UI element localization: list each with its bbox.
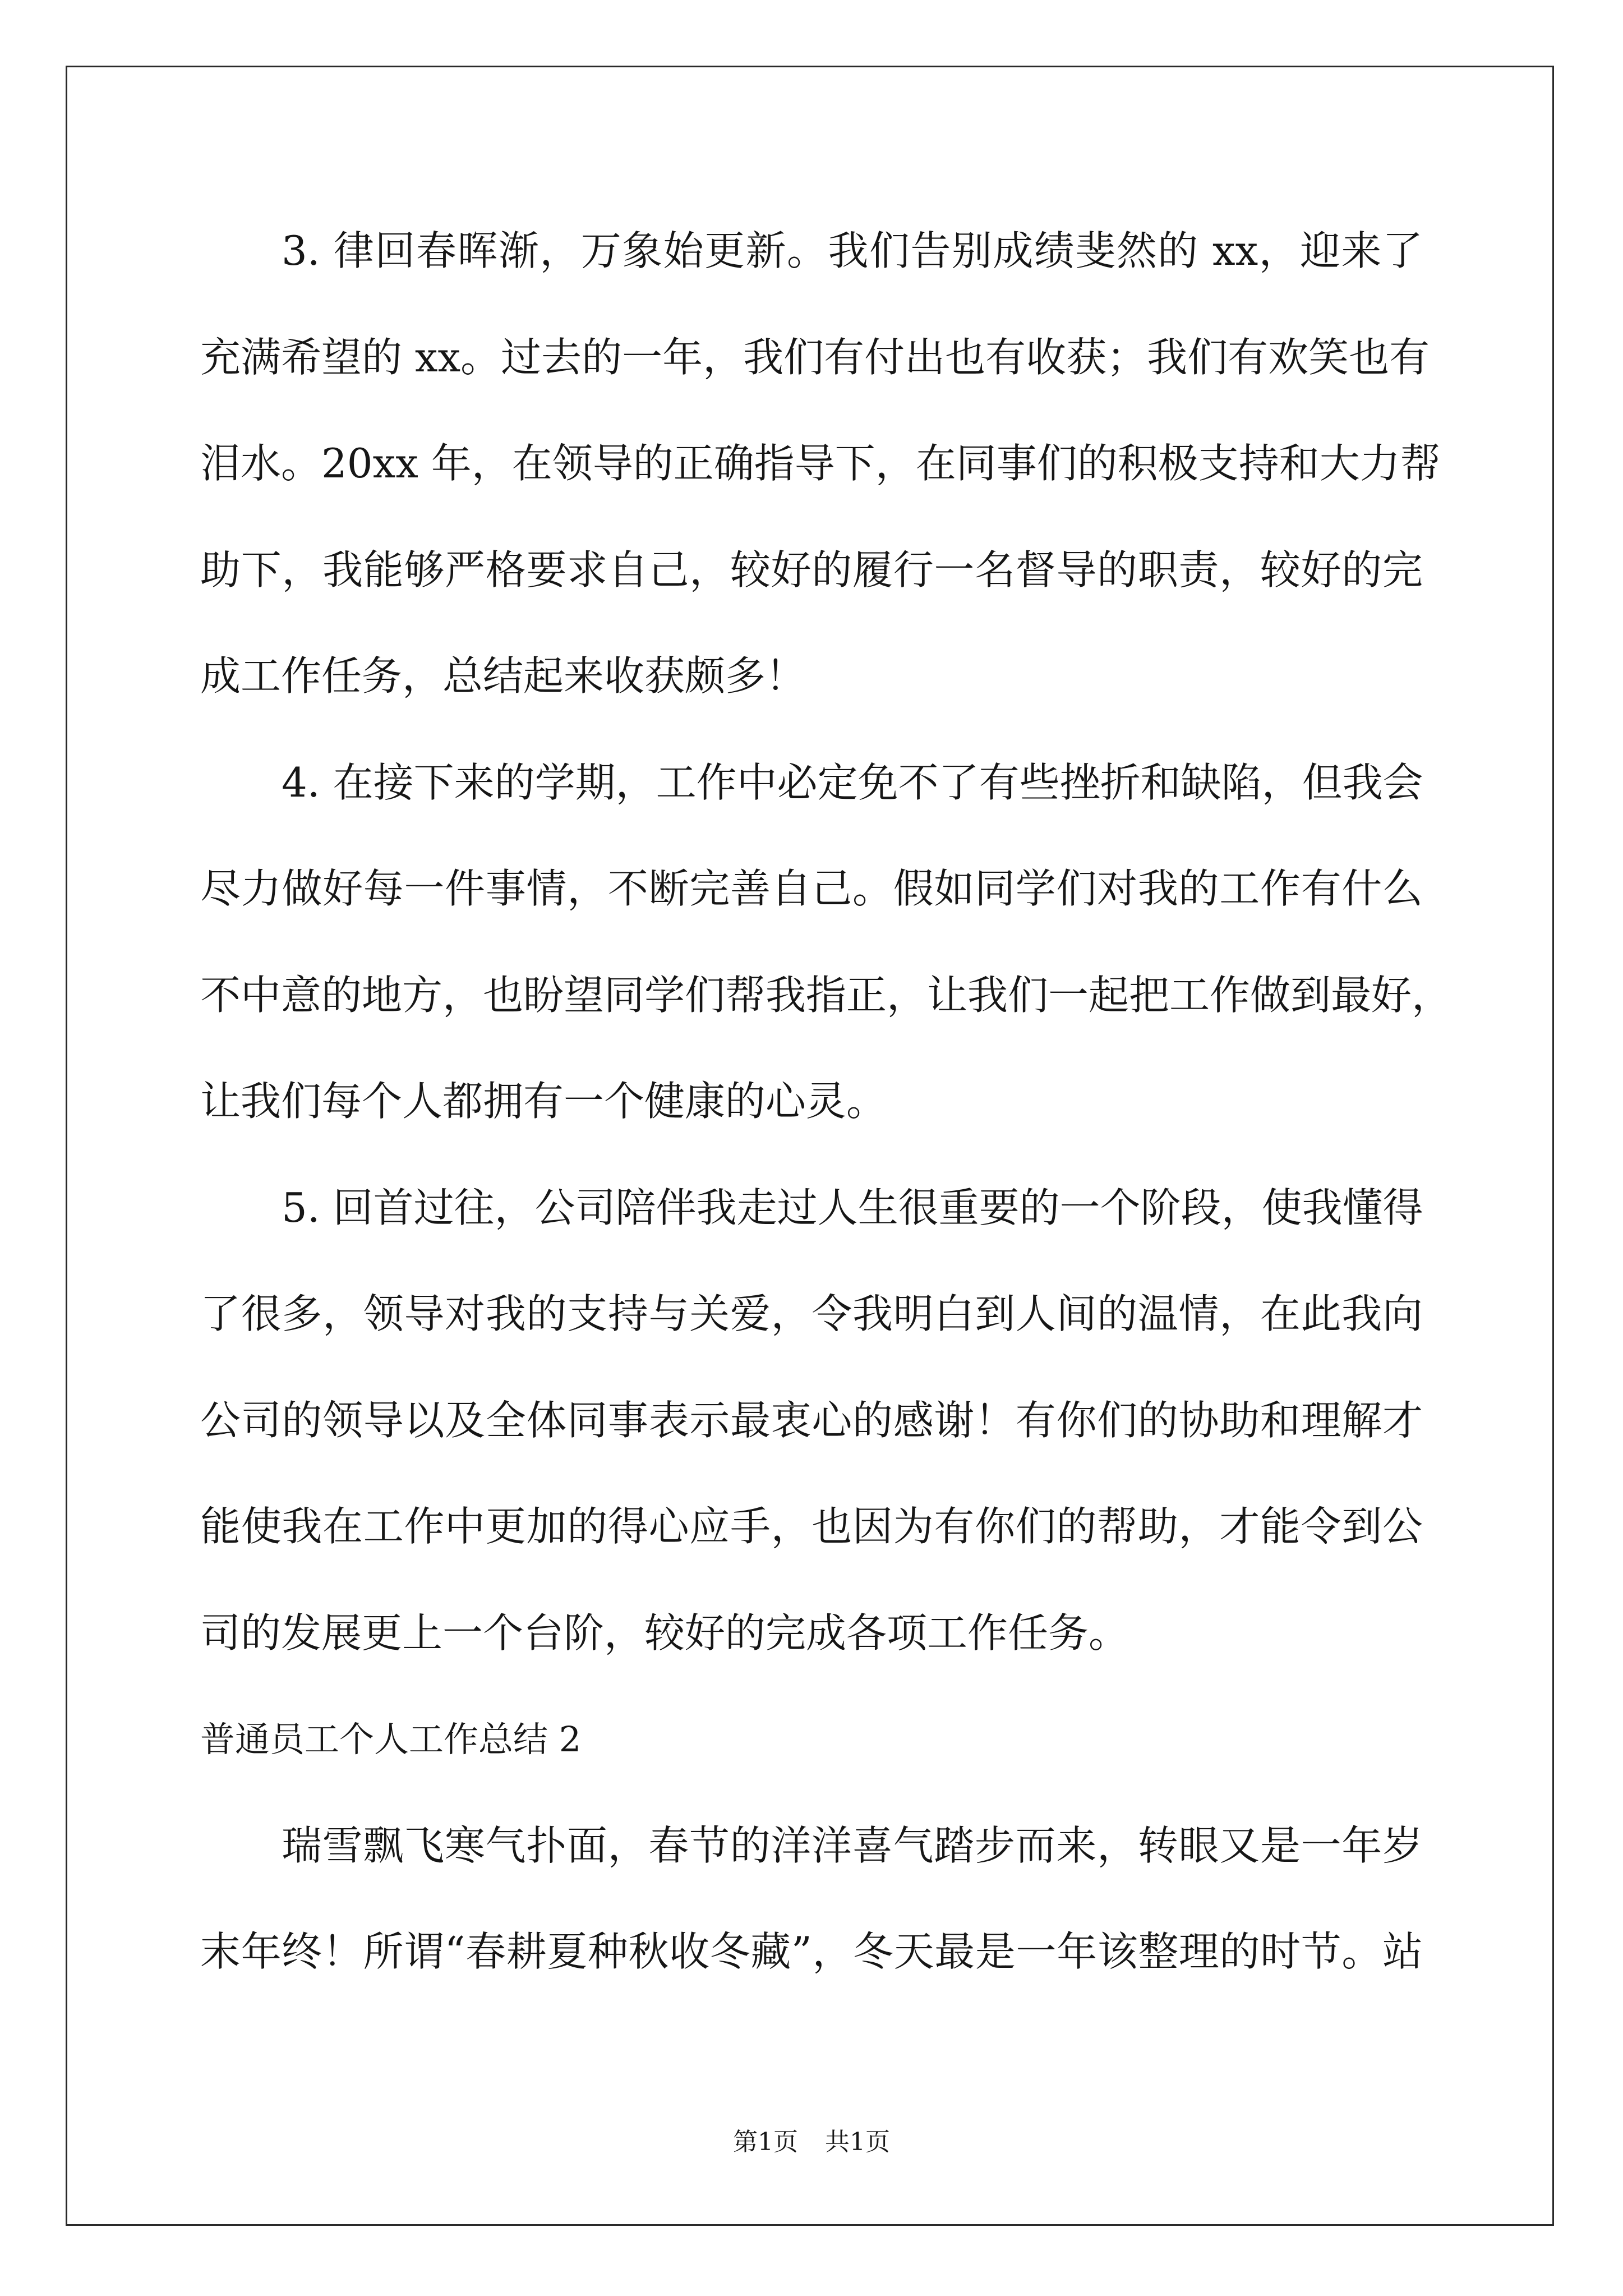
paragraph xyxy=(200,730,1453,1155)
paragraph-line: 3. 律回春晖渐，万象始更新。我们告别成绩斐然的 xx，迎来了 xyxy=(282,227,1423,274)
paragraph xyxy=(200,198,1441,730)
paragraph-line: 能使我在工作中更加的得心应手，也因为有你们的帮助，才能令到公 xyxy=(200,1503,1423,1550)
page-number-label: 第1页 xyxy=(733,2128,798,2156)
paragraph-line: 了很多，领导对我的支持与关爱，令我明白到人间的温情，在此我向 xyxy=(200,1290,1423,1337)
paragraph xyxy=(200,1155,1423,1687)
page-total-label: 共1页 xyxy=(825,2128,890,2156)
paragraph xyxy=(200,1793,1423,2005)
paragraph-line: 瑞雪飘飞寒气扑面，春节的洋洋喜气踏步而来，转眼又是一年岁 xyxy=(282,1821,1423,1869)
paragraph-line: 让我们每个人都拥有一个健康的心灵。 xyxy=(200,1078,887,1125)
paragraph-line: 充满希望的 xx。过去的一年，我们有付出也有收获；我们有欢笑也有 xyxy=(200,333,1430,381)
document-body xyxy=(200,198,1453,2005)
page-footer xyxy=(0,2125,1623,2159)
paragraph-line: 尽力做好每一件事情，不断完善自己。假如同学们对我的工作有什么 xyxy=(200,865,1423,912)
paragraph-line: 助下，我能够严格要求自己，较好的履行一名督导的职责，较好的完 xyxy=(200,546,1423,593)
paragraph-line: 5. 回首过往，公司陪伴我走过人生很重要的一个阶段，使我懂得 xyxy=(282,1184,1423,1231)
paragraph-line: 4. 在接下来的学期，工作中必定免不了有些挫折和缺陷，但我会 xyxy=(282,758,1423,806)
paragraph-line: 不中意的地方，也盼望同学们帮我指正，让我们一起把工作做到最好， xyxy=(200,971,1453,1019)
paragraph-line: 泪水。20xx 年，在领导的正确指导下，在同事们的积极支持和大力帮 xyxy=(200,440,1441,487)
paragraph-line: 司的发展更上一个台阶，较好的完成各项工作任务。 xyxy=(200,1609,1129,1657)
paragraph-line: 末年终！所谓“春耕夏种秋收冬藏”，冬天最是一年该整理的时节。站 xyxy=(200,1928,1423,1975)
section-heading: 普通员工个人工作总结 2 xyxy=(200,1719,582,1760)
paragraph-line: 公司的领导以及全体同事表示最衷心的感谢！有你们的协助和理解才 xyxy=(200,1396,1423,1444)
paragraph-line: 成工作任务，总结起来收获颇多！ xyxy=(200,652,806,700)
